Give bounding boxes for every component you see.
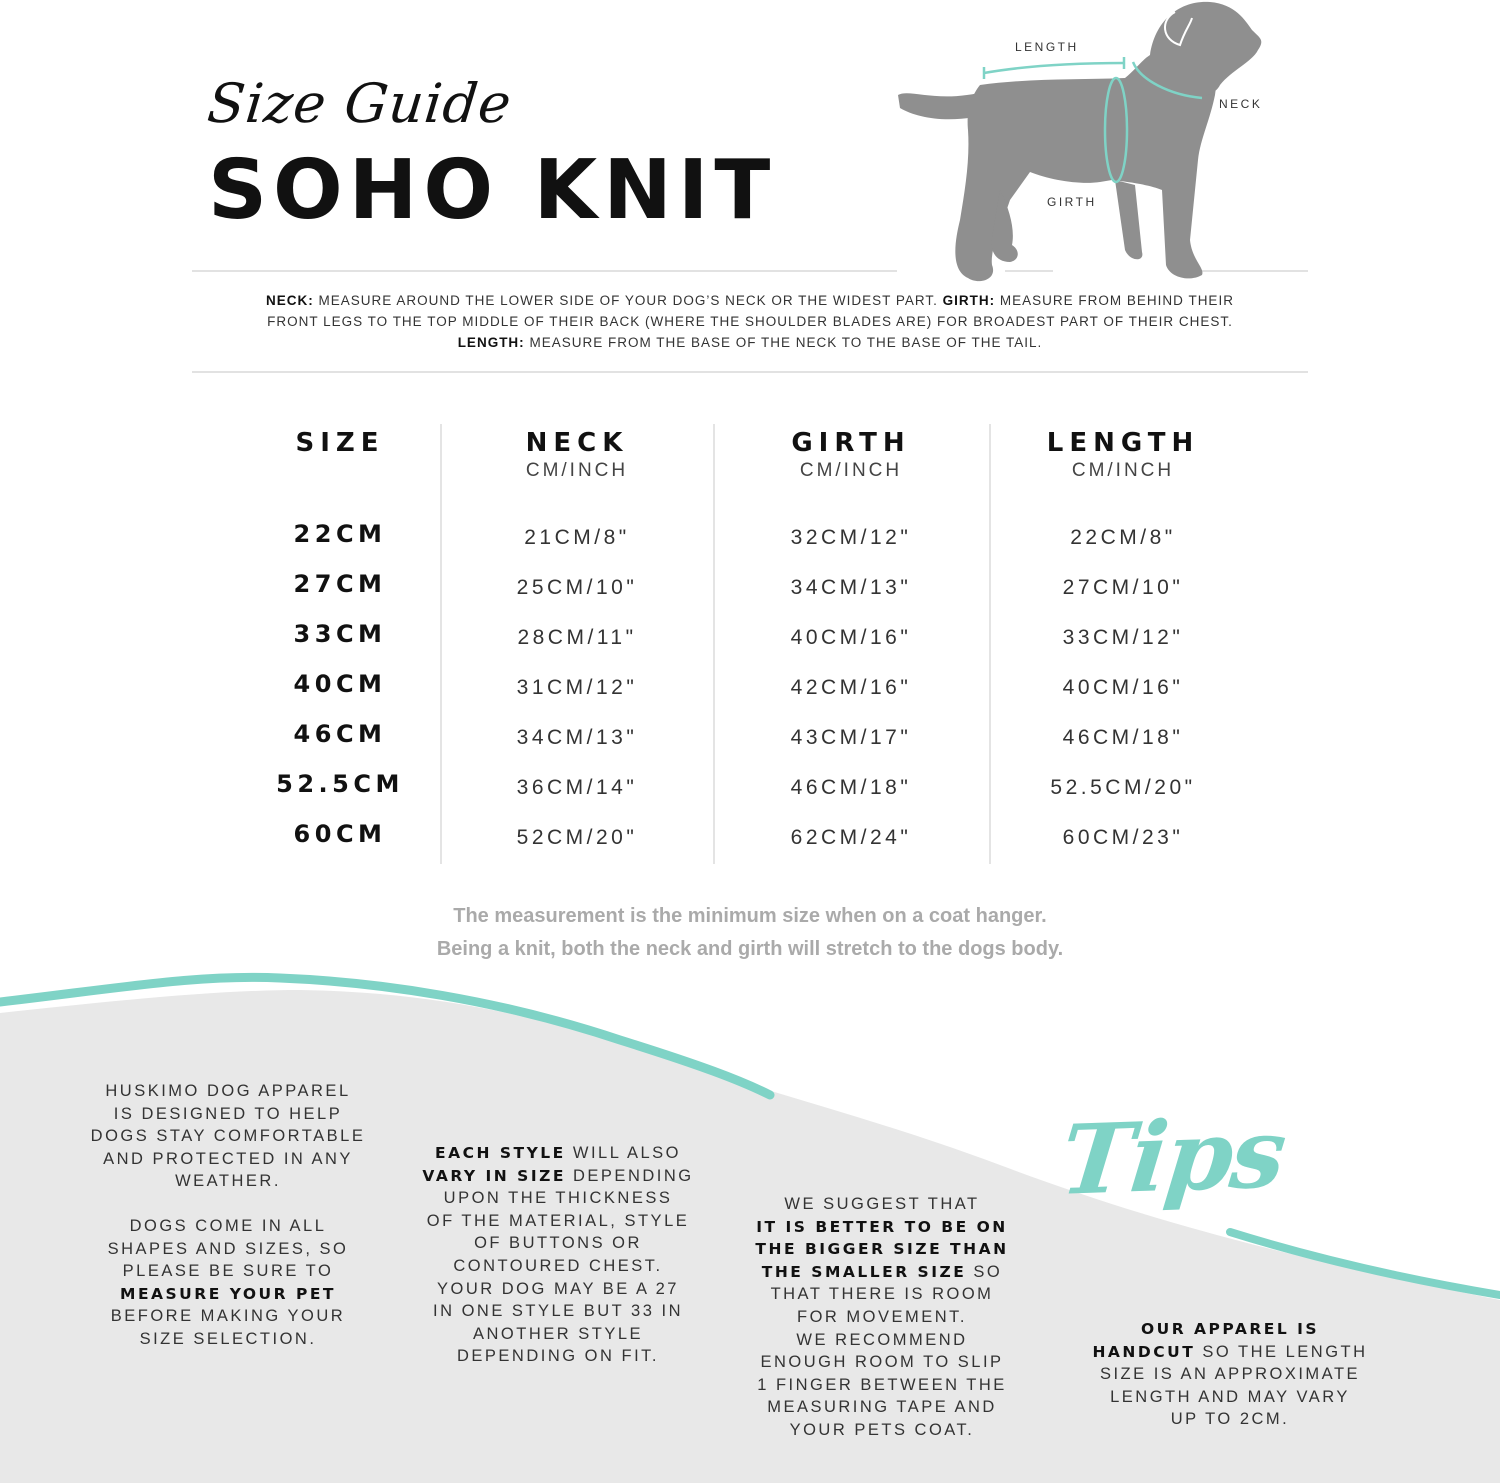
column-length [991,420,1255,865]
column-header-size: SIZE [295,428,385,458]
length-instruction-label: LENGTH: [457,335,525,350]
tip1-line: WEATHER. [175,1172,281,1191]
tip2-line: IN ONE STYLE BUT 33 IN [432,1302,683,1321]
tip4-emphasis: OUR APPAREL IS [1140,1320,1320,1338]
size-cell: 33CM [293,620,387,648]
column-unit-length: CM/INCH [1071,460,1175,481]
tip-style-varies [410,1142,706,1368]
girth-instruction-label: GIRTH: [942,293,996,308]
paragraph-spacer [78,1193,378,1215]
tip4-line: LENGTH AND MAY VARY [1110,1387,1350,1406]
tip-choose-bigger-size [742,1193,1022,1442]
tip4-line: UP TO 2CM. [1170,1410,1290,1429]
neck-cell: 21CM/8" [524,526,630,549]
tip2-line: UPON THE THICKNESS [443,1189,673,1208]
neck-cell: 28CM/11" [517,626,637,649]
size-cell: 60CM [293,820,387,848]
column-header-length: LENGTH [1046,428,1200,458]
tip3-line: 1 FINGER BETWEEN THE [757,1375,1007,1394]
neck-cell: 34CM/13" [516,726,638,749]
tip3-line: WE RECOMMEND [796,1330,968,1349]
length-cell: 22CM/8" [1070,526,1176,549]
tip2-emphasis: EACH STYLE [435,1144,566,1162]
size-cell: 27CM [293,570,387,598]
girth-cell: 62CM/24" [790,826,912,849]
tip2-line: OF THE MATERIAL, STYLE [426,1211,690,1230]
column-neck [442,420,712,865]
length-cell: 40CM/16" [1062,676,1184,699]
tip4-text: SO THE LENGTH [1195,1342,1368,1361]
length-instruction-text: MEASURE FROM THE BASE OF THE NECK TO THE BASE OF THE TAIL. [529,335,1043,350]
tip2-text: DEPENDING [565,1166,694,1185]
tip2-line: DEPENDING ON FIT. [456,1347,659,1366]
size-cell: 22CM [293,520,387,548]
tip-handcut-apparel [1080,1318,1380,1431]
size-cell: 46CM [293,720,387,748]
tip3-text: SO [966,1262,1003,1281]
tip3-line: ENOUGH ROOM TO SLIP [760,1353,1004,1372]
tips-heading: Tips [1055,1096,1290,1217]
length-cell: 33CM/12" [1062,626,1184,649]
measurement-instructions [200,290,1300,353]
girth-cell: 42CM/16" [790,676,912,699]
tip2-text: WILL ALSO [565,1144,681,1162]
size-cell: 52.5CM [276,770,404,798]
girth-cell: 34CM/13" [790,576,912,599]
tip1-line: PLEASE BE SURE TO [122,1262,334,1281]
neck-cell: 36CM/14" [516,776,638,799]
length-cell: 46CM/18" [1062,726,1184,749]
length-cell: 60CM/23" [1062,826,1184,849]
dog-measurement-diagram [880,0,1300,290]
diagram-label-girth: GIRTH [1047,195,1097,209]
stretch-note [300,900,1200,966]
girth-instruction-text-1: MEASURE FROM BEHIND THEIR [999,293,1234,308]
tip1-line: SIZE SELECTION. [139,1329,317,1348]
girth-cell: 43CM/17" [790,726,912,749]
tip1-line: HUSKIMO DOG APPAREL [105,1082,351,1100]
size-guide-script-title: Size Guide [204,72,515,135]
dog-silhouette-icon [880,0,1300,290]
girth-cell: 46CM/18" [790,776,912,799]
tip1-line: SHAPES AND SIZES, SO [107,1239,349,1258]
tip2-line: OF BUTTONS OR [474,1234,642,1253]
tip4-line: SIZE IS AN APPROXIMATE [1099,1365,1361,1384]
neck-instruction-text: MEASURE AROUND THE LOWER SIDE OF YOUR DOG’S NECK OR THE WIDEST PART. [318,293,938,308]
column-header-girth: GIRTH [791,428,911,458]
tip2-line: CONTOURED CHEST. [453,1256,663,1275]
stretch-note-line-1: The measurement is the minimum size when on a coat hanger. [453,905,1047,927]
size-table [250,420,1250,870]
tip3-emphasis: THE SMALLER SIZE [761,1262,967,1281]
product-title: SOHO KNIT [208,143,777,238]
tip1-emphasis: MEASURE YOUR PET [120,1284,336,1303]
girth-cell: 32CM/12" [790,526,912,549]
tip3-line: YOUR PETS COAT. [789,1420,975,1439]
tip2-line: ANOTHER STYLE [472,1324,644,1343]
tip1-line: AND PROTECTED IN ANY [103,1149,353,1168]
girth-instruction-text-2: FRONT LEGS TO THE TOP MIDDLE OF THEIR BACK (WHERE THE SHOULDER BLADES ARE) FOR BROADEST PART OF THEIR CHEST. [267,314,1233,329]
tip1-line: BEFORE MAKING YOUR [110,1307,346,1326]
column-unit-girth: CM/INCH [799,460,903,481]
size-cell: 40CM [293,670,387,698]
tip-designed-for-comfort [78,1080,378,1351]
column-girth [715,420,987,865]
stretch-note-line-2: Being a knit, both the neck and girth will stretch to the dogs body. [436,938,1064,960]
tip3-line: MEASURING TAPE AND [767,1398,997,1417]
column-unit-neck: CM/INCH [525,460,629,481]
diagram-label-length: LENGTH [1015,40,1079,54]
tip1-line: DOGS COME IN ALL [129,1216,327,1235]
tip3-line: FOR MOVEMENT. [796,1307,967,1326]
tip3-emphasis: IT IS BETTER TO BE ON [756,1217,1008,1236]
divider-top-left [192,270,897,272]
column-size [250,420,430,865]
neck-cell: 52CM/20" [516,826,638,849]
neck-instruction-label: NECK: [266,293,314,308]
tip4-emphasis: HANDCUT [1092,1342,1196,1361]
tip3-line: THAT THERE IS ROOM [770,1285,994,1304]
tip1-line: IS DESIGNED TO HELP [113,1104,343,1123]
tip1-line: DOGS STAY COMFORTABLE [90,1127,366,1146]
tip3-emphasis: THE BIGGER SIZE THAN [755,1240,1009,1259]
length-cell: 27CM/10" [1062,576,1184,599]
length-cell: 52.5CM/20" [1050,776,1196,799]
diagram-label-neck: NECK [1219,97,1263,111]
tip2-line: YOUR DOG MAY BE A 27 [437,1279,679,1298]
neck-cell: 25CM/10" [516,576,638,599]
neck-cell: 31CM/12" [516,676,638,699]
divider-bottom [192,371,1308,373]
tip3-line: WE SUGGEST THAT [784,1195,980,1213]
tip2-emphasis: VARY IN SIZE [422,1166,566,1185]
girth-cell: 40CM/16" [790,626,912,649]
column-header-neck: NECK [525,428,629,458]
